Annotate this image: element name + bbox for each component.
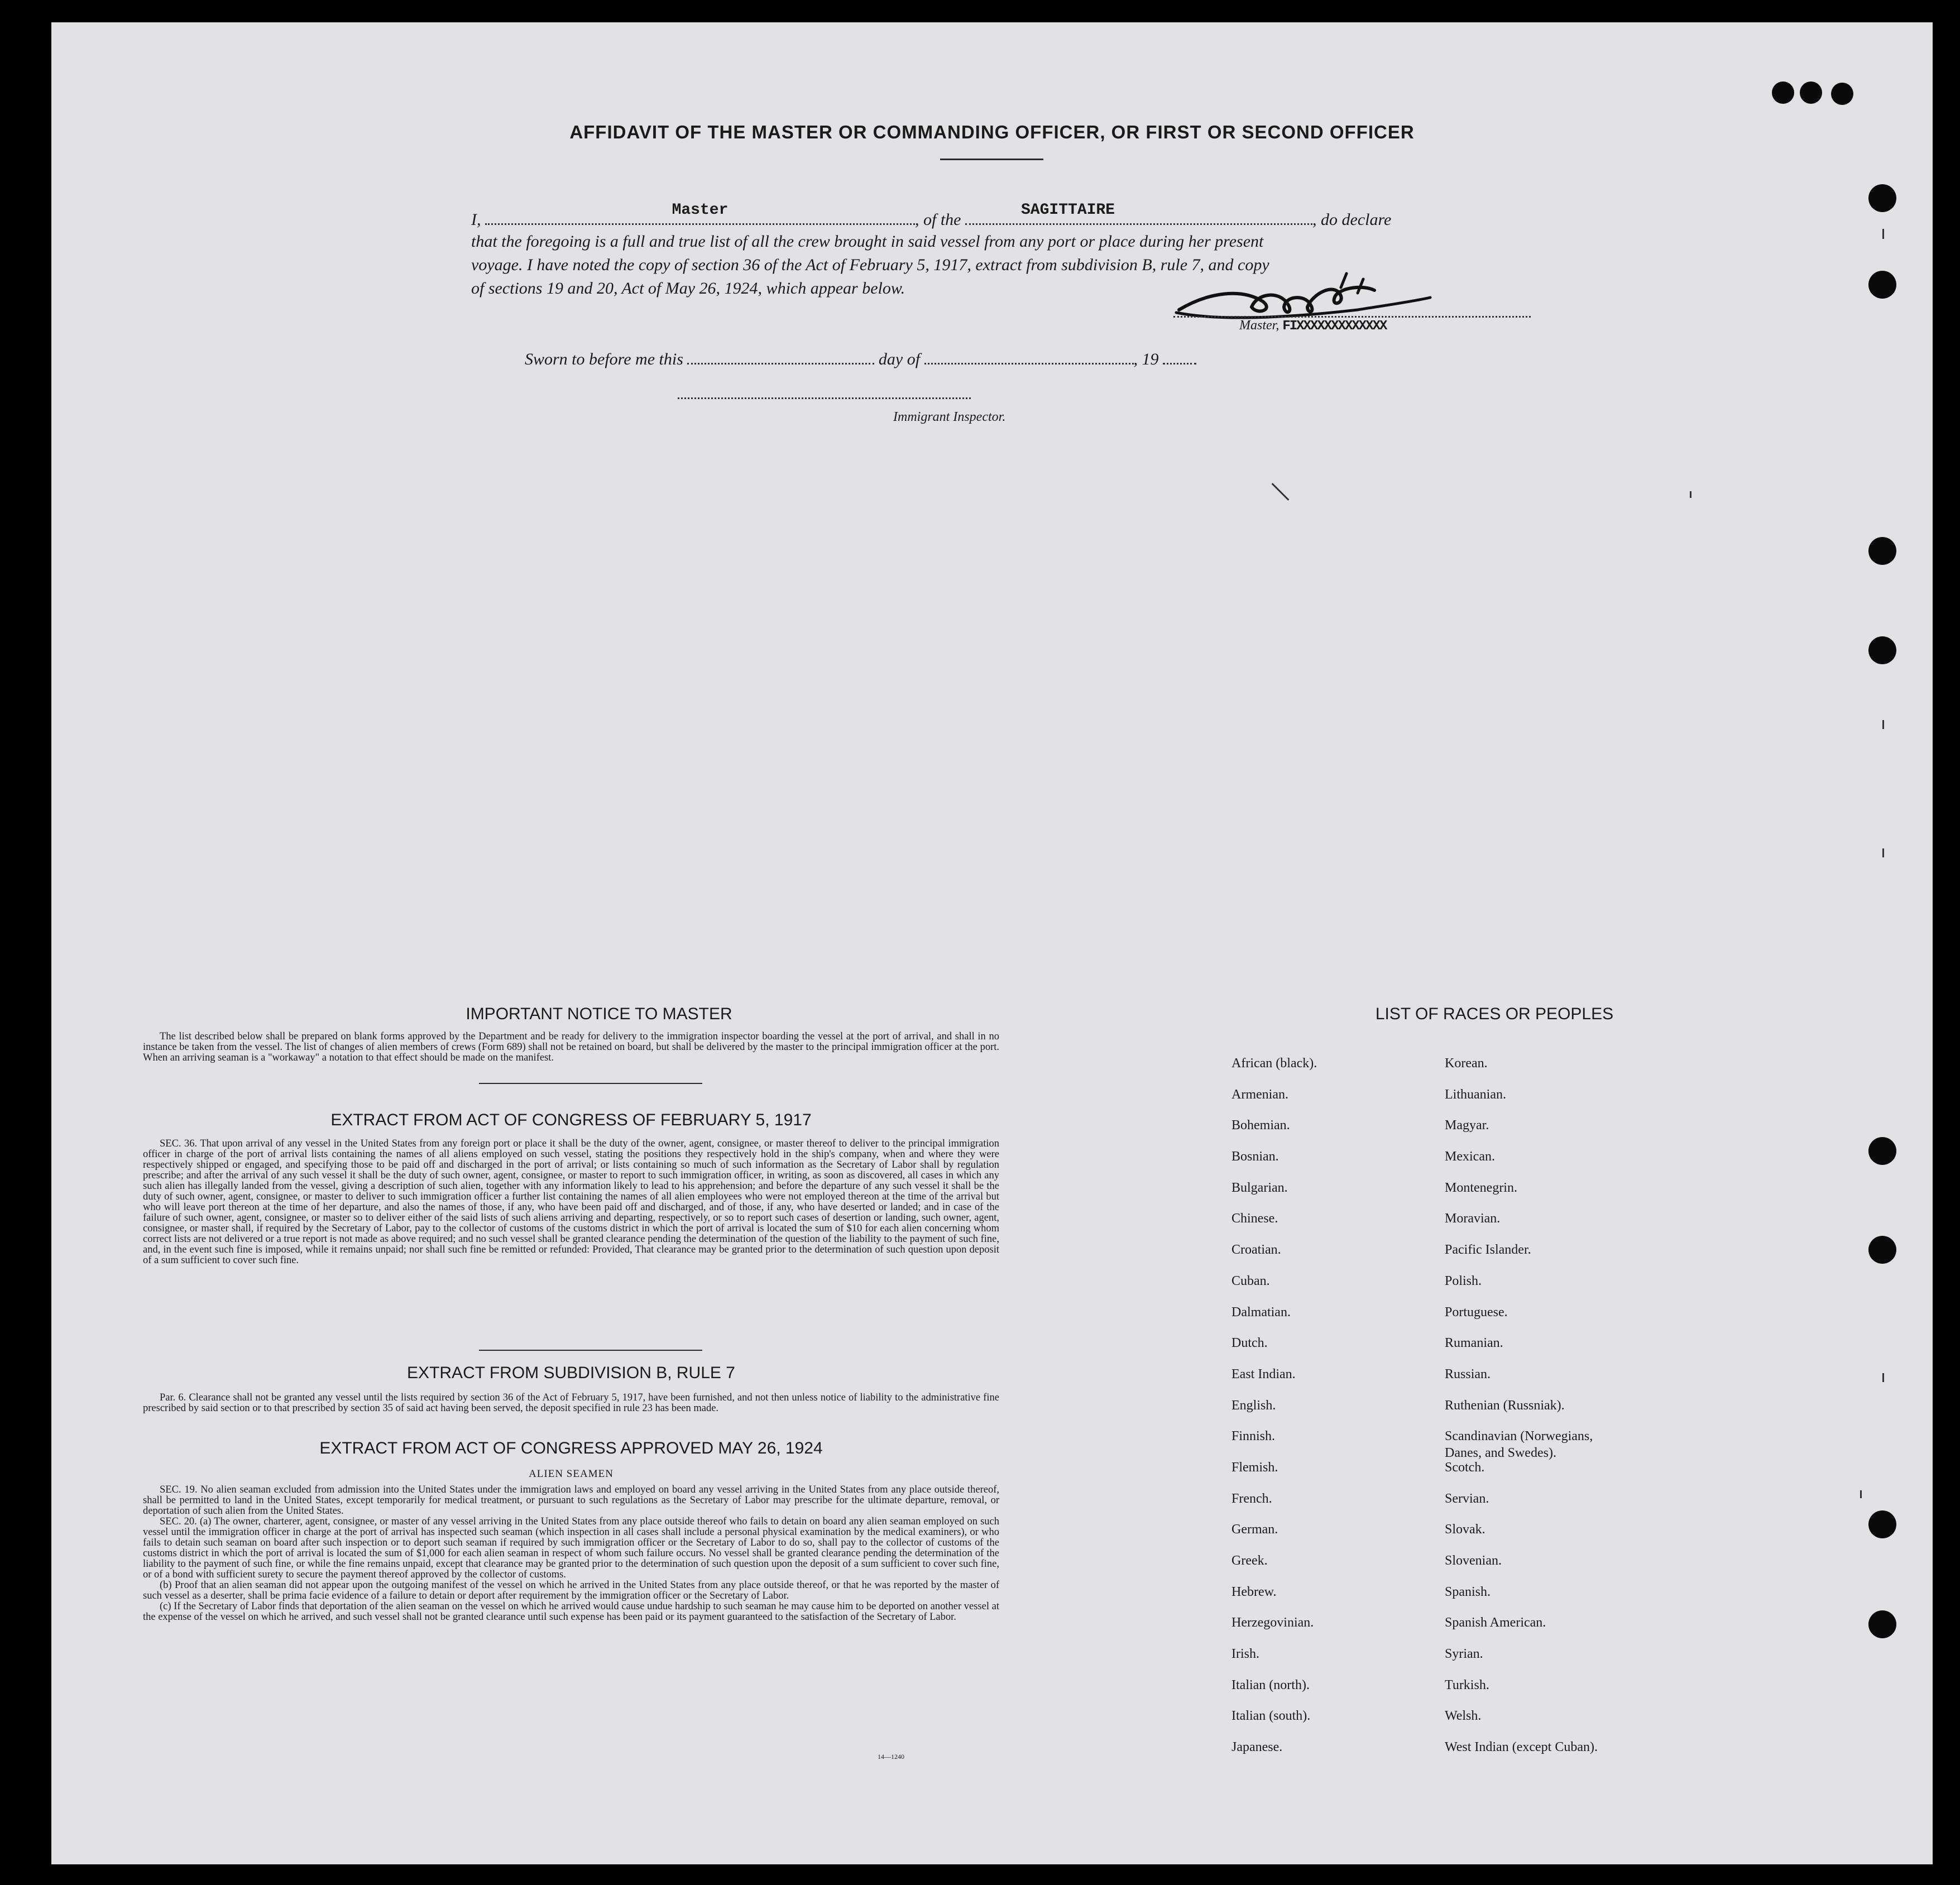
race-item: Slovenian. xyxy=(1445,1553,1502,1568)
sworn-year-label: , 19 xyxy=(1133,350,1159,368)
punch-hole xyxy=(1831,83,1853,105)
sec-20a-paragraph: SEC. 20. (a) The owner, charterer, agent, consignee, or master of any vessel arriving in the United States from any place outside thereof who fails to detain on board any alien seaman employed on such vessel until the immigration officer in charge at the port of arrival has inspected such seaman (which inspection in all cases shall include a personal physical examination by the medical examiners), or who fails to detain such seaman on board after such inspection or to deport such seaman if required by such immigration officer or the Secretary of Labor to do so, shall pay to the collector of customs of the customs district in which the port of arrival is located the sum of $1,000 for each alien seaman in respect of whom such failure occurs. No vessel shall be granted clearance pending the determination of the liability to the payment of such fine, or while the fine remains unpaid, except that clearance may be granted prior to the determination of such question upon the deposit of a sum sufficient to cover such fine, or of a bond with sufficient surety to secure the payment thereof approved by the collector of customs. xyxy=(143,1516,999,1580)
affidavit-title: AFFIDAVIT OF THE MASTER OR COMMANDING OFFICER, OR FIRST OR SECOND OFFICER xyxy=(569,122,1415,142)
document-sheet xyxy=(51,22,1933,1864)
race-item: Herzegovinian. xyxy=(1231,1615,1314,1630)
race-item: Korean. xyxy=(1445,1056,1488,1071)
subdivision-b-text xyxy=(143,1393,999,1414)
punch-hole xyxy=(1868,1236,1896,1264)
race-item: Spanish American. xyxy=(1445,1615,1546,1630)
scan-speck xyxy=(1882,848,1884,857)
scan-speck xyxy=(1690,491,1691,498)
sworn-prefix: Sworn to before me this xyxy=(525,350,683,368)
race-item: Bosnian. xyxy=(1231,1149,1279,1164)
sec-19-paragraph: SEC. 19. No alien seaman excluded from admission into the United States under the immigration laws and employed on board any vessel arriving in the United States from any place outside thereof, shall be permitted to land in the United States, except temporarily for medical treatment, or pursuant to such regulations as the Secretary of Labor may prescribe for the ultimate departure, removal, or deportation of such alien from the United States. xyxy=(143,1484,999,1517)
race-item: Syrian. xyxy=(1445,1647,1483,1662)
race-item: Ruthenian (Russniak). xyxy=(1445,1398,1565,1413)
race-item: Magyar. xyxy=(1445,1118,1489,1133)
vessel-name-field xyxy=(965,202,1312,225)
race-item: Polish. xyxy=(1445,1273,1482,1288)
punch-hole xyxy=(1868,1610,1896,1638)
scan-speck xyxy=(1272,483,1290,501)
races-left-column xyxy=(1231,1055,1317,1770)
race-item: Bohemian. xyxy=(1231,1118,1290,1133)
notice-text xyxy=(143,1032,999,1063)
race-item: Irish. xyxy=(1231,1647,1259,1662)
scan-speck xyxy=(1882,720,1884,729)
scan-speck xyxy=(1860,1490,1862,1498)
race-item: Scandinavian (Norwegians, Danes, and Swedes). xyxy=(1445,1429,1593,1461)
officer-name-field xyxy=(485,202,915,225)
race-item: Turkish. xyxy=(1445,1677,1489,1692)
race-item: German. xyxy=(1231,1522,1278,1537)
race-item: Spanish. xyxy=(1445,1584,1491,1599)
race-item: French. xyxy=(1231,1491,1272,1506)
scan-speck xyxy=(1882,1373,1884,1382)
notice-paragraph: The list described below shall be prepared on blank forms approved by the Department and be ready for delivery to the immigration inspector boarding the vessel at the port of arrival, and shall in no instance be taken from the vessel. The list of changes of alien members of crews (Form 689) shall not be retained on board, but shall be delivered by the master to the principal immigration officer at the port. When an arriving seaman is a "workaway" a notation to that effect should be made on the manifest. xyxy=(143,1031,999,1063)
signature-caption xyxy=(1239,318,1386,334)
form-number: 14—1240 xyxy=(878,1753,904,1761)
extract-1917-text xyxy=(143,1139,999,1266)
punch-hole xyxy=(1868,636,1896,664)
race-item: Rumanian. xyxy=(1445,1336,1503,1351)
race-item: Dalmatian. xyxy=(1231,1304,1291,1320)
subdivision-b-title: EXTRACT FROM SUBDIVISION B, RULE 7 xyxy=(407,1364,735,1382)
master-caption-label: Master, xyxy=(1239,318,1279,333)
affidavit-line-4: of sections 19 and 20, Act of May 26, 1924, which appear below. xyxy=(471,279,905,298)
race-item: Hebrew. xyxy=(1231,1584,1277,1599)
race-item: Pacific Islander. xyxy=(1445,1243,1531,1258)
race-item: Slovak. xyxy=(1445,1522,1485,1537)
punch-hole xyxy=(1868,184,1896,212)
punch-hole xyxy=(1868,537,1896,565)
race-item: Italian (north). xyxy=(1231,1677,1310,1692)
race-item: Russian. xyxy=(1445,1366,1491,1382)
sec-20b-paragraph: (b) Proof that an alien seaman did not appear upon the outgoing manifest of the vessel on which he arrived in the United States from any place outside thereof, or that he was reported by the master of such vessel as a deserter, shall be prima facie evidence of a failure to detain or deport after requirement by the immigration officer or the Secretary of Labor. xyxy=(143,1580,999,1601)
race-item: Chinese. xyxy=(1231,1211,1278,1226)
race-item: Flemish. xyxy=(1231,1460,1278,1475)
affidavit-line-3: voyage. I have noted the copy of section 36 of the Act of February 5, 1917, extract from subdivision B, rule 7, and copy xyxy=(471,256,1269,274)
race-item: Scotch. xyxy=(1445,1460,1485,1475)
of-the-label: , of the xyxy=(915,210,961,229)
sec-20c-paragraph: (c) If the Secretary of Labor finds that deportation of the alien seaman on the vessel on which he arrived would cause undue hardship to such seaman he may cause him to be deported on another vessel at the expense of the vessel on which he arrived, and such vessel shall not be granted clearance until such expense has been paid or its payment guaranteed to the satisfaction of the Secretary of Labor. xyxy=(143,1601,999,1623)
races-title: LIST OF RACES OR PEOPLES xyxy=(1375,1005,1614,1023)
punch-hole xyxy=(1868,1137,1896,1165)
race-item: Finnish. xyxy=(1231,1429,1276,1444)
race-item: English. xyxy=(1231,1398,1276,1413)
race-item: East Indian. xyxy=(1231,1366,1296,1382)
race-item: Bulgarian. xyxy=(1231,1180,1288,1195)
race-item: Dutch. xyxy=(1231,1336,1268,1351)
race-item: Montenegrin. xyxy=(1445,1180,1517,1195)
inspector-caption: Immigrant Inspector. xyxy=(893,410,1006,424)
race-item: African (black). xyxy=(1231,1056,1317,1071)
extract-1917-title: EXTRACT FROM ACT OF CONGRESS OF FEBRUARY 5, 1917 xyxy=(330,1111,812,1129)
sworn-date-field xyxy=(687,346,874,364)
race-item: Servian. xyxy=(1445,1491,1489,1506)
races-right-column xyxy=(1445,1055,1598,1770)
i-label: I, xyxy=(471,210,481,229)
notice-title: IMPORTANT NOTICE TO MASTER xyxy=(466,1005,732,1023)
section-rule xyxy=(479,1350,702,1351)
inspector-signature-line xyxy=(678,397,971,399)
punch-hole xyxy=(1772,81,1794,104)
affidavit-line-1 xyxy=(471,202,1604,230)
race-item: Lithuanian. xyxy=(1445,1087,1506,1102)
do-declare-label: , do declare xyxy=(1312,210,1392,229)
signature-line xyxy=(1173,316,1531,318)
race-item: Moravian. xyxy=(1445,1211,1501,1226)
sworn-line xyxy=(525,346,1196,369)
extract-1924-text xyxy=(143,1485,999,1623)
race-item: Mexican. xyxy=(1445,1149,1495,1164)
section-rule xyxy=(479,1083,702,1084)
sec-36-paragraph: SEC. 36. That upon arrival of any vessel in the United States from any foreign port or place it shall be the duty of the owner, agent, consignee, or master thereof to deliver to the principal immigration officer in charge of the port of arrival lists containing the names of all aliens employed on such vessel, stating the positions they respectively hold in the ship's company, when and where they were respectively shipped or engaged, and specifying those to be paid off and discharged in the port of arrival; or lists containing so much of such information as the Secretary of Labor shall by regulation prescribe; and after the arrival of any such vessel it shall be the duty of such owner, agent, consignee, or master to report to such immigration officer, in writing, as soon as discovered, all cases in which any such alien has illegally landed from the vessel, giving a description of such alien, together with any information likely to lead to his apprehension; and before the departure of any such vessel it shall be the duty of such owner, agent, consignee, or master to deliver to such immigration officer a further list containing the names of all alien employees who were not employed thereon at the time of the arrival but who will leave port thereon at the time of her departure, and also the names of those, if any, who have been paid off and discharged, and of those, if any, who have deserted or landed; and in case of the failure of such owner, agent, consignee, or master so to deliver either of the said lists of such aliens arriving and departing, respectively, or so to report such cases of desertion or landing, such owner, agent, consignee, or master shall, if required by the Secretary of Labor, pay to the collector of customs of the customs district in which the port of arrival is located the sum of $10 for each alien concerning whom correct lists are not delivered or a true report is not made as above required; and no such vessel shall be granted clearance pending the determination of the question of the liability to the payment of such fine, and, in the event such fine is imposed, while it remains unpaid; nor shall such fine be remitted or refunded: Provided, That clearance may be granted prior to the determination of such question upon deposit of a sum sufficient to cover such fine. xyxy=(143,1138,999,1266)
sworn-month-field xyxy=(924,346,1134,364)
race-item: West Indian (except Cuban). xyxy=(1445,1740,1598,1755)
race-item: Japanese. xyxy=(1231,1740,1283,1755)
officer-name-value: Master xyxy=(672,202,729,219)
sworn-day-of: day of xyxy=(878,350,921,368)
extract-1924-title: EXTRACT FROM ACT OF CONGRESS APPROVED MAY 26, 1924 xyxy=(319,1439,823,1457)
race-item: Portuguese. xyxy=(1445,1304,1508,1320)
race-item: Welsh. xyxy=(1445,1709,1482,1724)
race-item: Armenian. xyxy=(1231,1087,1288,1102)
vessel-name-value: SAGITTAIRE xyxy=(1021,202,1115,219)
struck-out-title: FIXXXXXXXXXXXXX xyxy=(1282,319,1387,334)
punch-hole xyxy=(1868,271,1896,299)
par-6-paragraph: Par. 6. Clearance shall not be granted any vessel until the lists required by section 36 of the Act of February 5, 1917, have been furnished, and not then unless notice of liability to the administrative fine prescribed by said section or to that prescribed by section 35 of said act having been served, the deposit specified in rule 23 has been made. xyxy=(143,1392,999,1414)
alien-seamen-subtitle: ALIEN SEAMEN xyxy=(529,1468,614,1480)
punch-hole xyxy=(1800,81,1822,104)
affidavit-line-2: that the foregoing is a full and true list of all the crew brought in said vessel from any port or place during her present xyxy=(471,232,1264,251)
title-rule xyxy=(940,159,1043,160)
punch-hole xyxy=(1868,1510,1896,1538)
race-item: Greek. xyxy=(1231,1553,1268,1568)
race-item: Croatian. xyxy=(1231,1243,1281,1258)
race-item: Italian (south). xyxy=(1231,1709,1311,1724)
sworn-year-field xyxy=(1163,346,1196,364)
scan-speck xyxy=(1882,229,1884,239)
race-item: Cuban. xyxy=(1231,1273,1270,1288)
